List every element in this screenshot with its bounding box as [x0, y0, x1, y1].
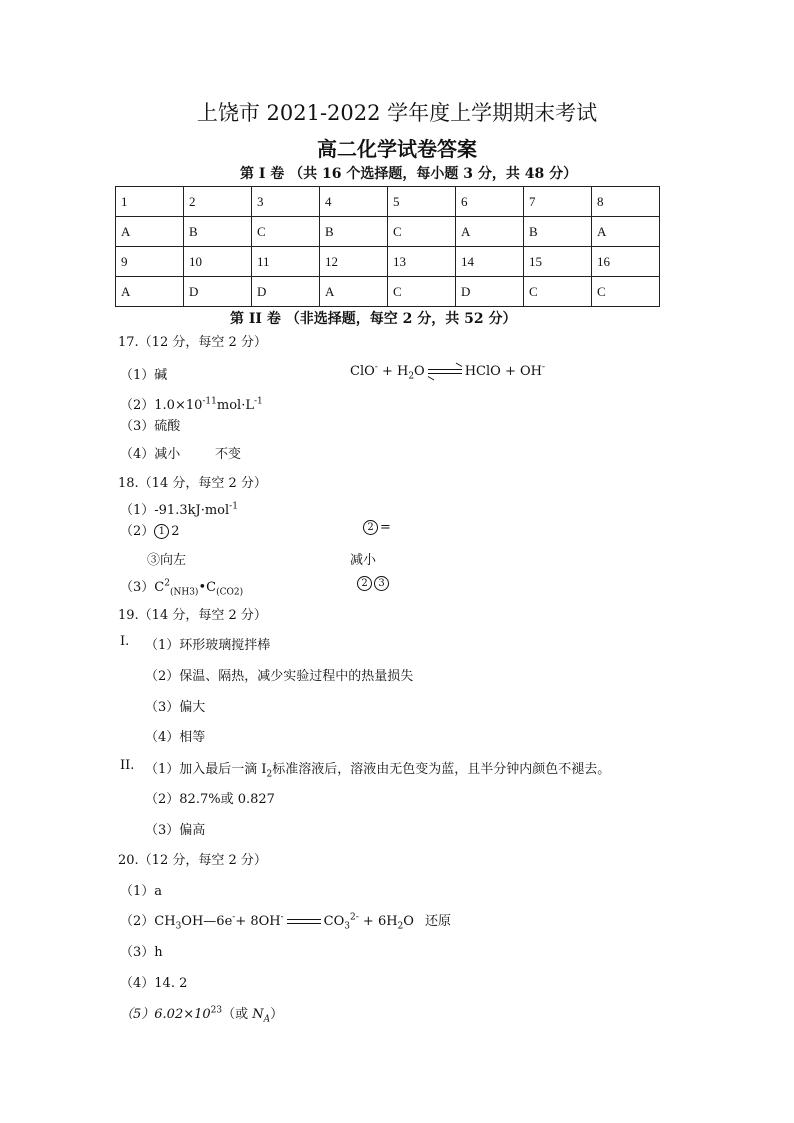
answer-sup: -	[232, 912, 236, 923]
table-cell: A	[456, 217, 524, 247]
table-cell: C	[592, 277, 660, 307]
q18-answer-2d: 减小	[350, 553, 377, 568]
table-cell: 14	[456, 247, 524, 277]
reversible-arrow-icon	[428, 368, 462, 375]
answer-text: 标准溶液后，溶液由无色变为蓝，且半分钟内颜色不褪去。	[272, 762, 611, 777]
table-cell: 9	[116, 247, 184, 277]
table-cell: C	[524, 277, 592, 307]
table-row	[116, 217, 660, 247]
answer-text: •C	[198, 580, 217, 595]
q18-answer-2a	[120, 520, 180, 539]
answer-sup: -11	[202, 396, 217, 407]
table-cell: C	[388, 277, 456, 307]
answer-text: （2）1.0×10	[120, 398, 203, 413]
q17-answer-3: （3）硫酸	[120, 419, 181, 434]
table-cell: 4	[320, 187, 388, 217]
eq-term: + H	[377, 364, 409, 379]
answer-sub: (NH3)	[169, 587, 199, 598]
q20-answer-3: （3）h	[120, 945, 163, 960]
q19-i-answer-4: （4）相等	[145, 730, 206, 745]
q20-answer-5	[120, 1003, 284, 1025]
answer-text: （5）6.02×10	[120, 1007, 211, 1022]
q18-header: 18.（14 分，每空 2 分）	[118, 476, 267, 491]
answer-text: mol·L	[216, 398, 254, 413]
table-cell: 8	[592, 187, 660, 217]
answer-text: （2）	[120, 524, 155, 539]
q18-answer-3b	[357, 576, 391, 591]
answer-text: O	[403, 914, 414, 929]
table-cell: 1	[116, 187, 184, 217]
table-cell: C	[252, 217, 320, 247]
q20-answer-1: （1）a	[120, 884, 163, 899]
table-cell: 2	[184, 187, 252, 217]
q17-header: 17.（12 分，每空 2 分）	[118, 335, 267, 350]
answer-sup: 23	[210, 1005, 223, 1016]
answer-text: （1）-91.3kJ·mol	[120, 503, 230, 518]
circled-number-icon: 2	[363, 520, 378, 535]
table-cell: C	[388, 217, 456, 247]
table-cell: 12	[320, 247, 388, 277]
answer-sup: -	[280, 912, 284, 923]
answer-text: （或	[222, 1007, 253, 1022]
equals-sign-icon	[287, 919, 321, 924]
q19-ii-answer-3: （3）偏高	[145, 823, 206, 838]
answer-sub: (CO2)	[216, 587, 244, 598]
answer-sup: -1	[253, 396, 263, 407]
exam-subtitle: 高二化学试卷答案	[317, 137, 477, 161]
table-cell: 10	[184, 247, 252, 277]
q19-header: 19.（14 分，每空 2 分）	[118, 608, 267, 623]
table-cell: A	[320, 277, 388, 307]
circled-number-icon: 3	[374, 576, 389, 591]
answer-sub: 2	[266, 769, 273, 780]
q17-answer-4b: 不变	[215, 447, 242, 462]
answer-text: + 6H	[358, 914, 398, 929]
answer-text: =	[380, 520, 391, 535]
table-cell: A	[116, 277, 184, 307]
eq-term: O	[414, 364, 425, 379]
table-cell: A	[116, 217, 184, 247]
q19-i-answer-3: （3）偏大	[145, 700, 206, 715]
q19-part-i-label: I.	[120, 634, 130, 649]
part2-heading: 第 II 卷 （非选择题，每空 2 分，共 52 分）	[230, 311, 517, 327]
q20-header: 20.（12 分，每空 2 分）	[118, 853, 267, 868]
table-cell: B	[524, 217, 592, 247]
table-cell: 15	[524, 247, 592, 277]
answer-text: CO	[323, 914, 345, 929]
q18-answer-3	[120, 576, 244, 598]
answer-text: N	[252, 1007, 264, 1022]
answer-sub: A	[263, 1014, 271, 1025]
q20-answer-4: （4）14. 2	[120, 976, 188, 991]
table-row	[116, 277, 660, 307]
table-cell: D	[252, 277, 320, 307]
circled-number-icon: 1	[154, 524, 169, 539]
table-cell: 13	[388, 247, 456, 277]
table-row	[116, 247, 660, 277]
answer-sub: 3	[175, 921, 182, 932]
table-cell: 3	[252, 187, 320, 217]
q19-i-answer-2: （2）保温、隔热，减少实验过程中的热量损失	[145, 669, 414, 684]
q20-answer-2b: 还原	[425, 914, 452, 929]
answer-sub: 2	[397, 921, 404, 932]
answer-text: 2	[171, 524, 180, 539]
q17-answer-1: （1）碱	[120, 368, 168, 383]
answer-text: + 8OH	[235, 914, 281, 929]
q18-answer-1	[120, 499, 238, 518]
q19-ii-answer-2: （2）82.7%或 0.827	[145, 792, 275, 807]
answer-text: （2）CH	[120, 914, 176, 929]
table-cell: 5	[388, 187, 456, 217]
exam-title: 上饶市 2021-2022 学年度上学期期末考试	[196, 101, 598, 125]
q17-equation	[350, 362, 546, 382]
table-cell: 11	[252, 247, 320, 277]
answer-sub: 3	[344, 921, 350, 932]
answer-sup: 2-	[350, 912, 359, 923]
table-cell: 7	[524, 187, 592, 217]
answer-sup: 2	[164, 578, 170, 589]
q17-answer-4a: （4）减小	[120, 447, 181, 462]
q19-ii-answer-1	[145, 758, 611, 780]
answer-text: （3）C	[120, 580, 165, 595]
circled-number-icon: 2	[357, 576, 372, 591]
answer-text: OH—6e	[181, 914, 233, 929]
q20-answer-2	[120, 910, 414, 932]
eq-sup: -	[541, 362, 546, 373]
q19-i-answer-1: （1）环形玻璃搅拌棒	[145, 638, 271, 653]
table-cell: A	[592, 217, 660, 247]
answer-text: （1）加入最后一滴 I	[145, 762, 267, 777]
table-cell: 6	[456, 187, 524, 217]
q17-answer-2	[120, 394, 263, 413]
table-row	[116, 187, 660, 217]
table-cell: 16	[592, 247, 660, 277]
eq-sup: -	[374, 362, 378, 373]
eq-term: ClO	[350, 364, 375, 379]
table-cell: B	[320, 217, 388, 247]
eq-sub: 2	[408, 371, 415, 382]
table-cell: D	[184, 277, 252, 307]
part1-heading: 第 I 卷 （共 16 个选择题，每小题 3 分，共 48 分）	[240, 166, 578, 182]
table-cell: B	[184, 217, 252, 247]
answer-sup: -1	[229, 501, 238, 512]
q19-part-ii-label: II.	[120, 758, 135, 773]
answer-table	[115, 186, 660, 307]
q18-answer-2b	[363, 520, 391, 535]
answer-text: ）	[270, 1007, 284, 1022]
table-cell: D	[456, 277, 524, 307]
q18-answer-2c: ③向左	[147, 553, 187, 568]
eq-term: HClO + OH	[464, 364, 542, 379]
